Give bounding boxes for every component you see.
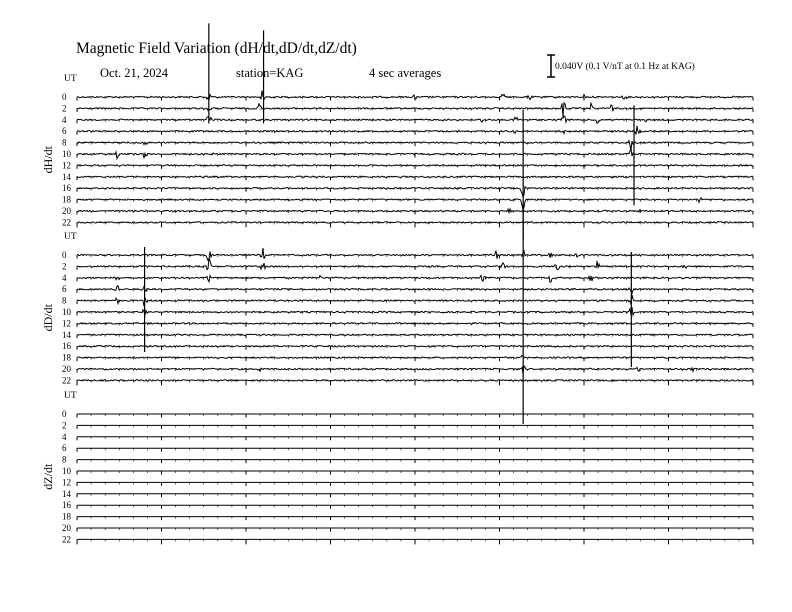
- hour-label: 6: [62, 443, 67, 454]
- panel-ylabel: dZ/dt: [41, 463, 55, 490]
- hour-label: 22: [62, 217, 71, 228]
- hour-label: 20: [62, 364, 71, 374]
- hour-label: 10: [62, 149, 71, 159]
- station-label: station=KAG: [236, 66, 304, 80]
- panel-ylabel: dH/dt: [41, 146, 55, 174]
- hour-label: 12: [62, 477, 71, 488]
- panel-dZ-dt: [41, 391, 753, 544]
- date-label: Oct. 21, 2024: [100, 66, 169, 80]
- hour-label: 2: [62, 420, 67, 431]
- trace-panels: [41, 74, 753, 544]
- hour-label: 8: [62, 454, 67, 465]
- ut-label: UT: [64, 232, 77, 242]
- hour-label: 0: [62, 409, 67, 419]
- hour-label: 4: [62, 114, 67, 125]
- hour-label: 22: [62, 375, 71, 386]
- hour-label: 4: [62, 431, 67, 442]
- hour-label: 14: [62, 329, 71, 340]
- panel-dD-dt: [41, 232, 753, 385]
- averaging-label: 4 sec averages: [369, 66, 442, 80]
- hour-label: 18: [62, 352, 71, 363]
- panel-dH-dt: [41, 74, 753, 227]
- hour-label: 8: [62, 137, 67, 148]
- hour-label: 18: [62, 511, 71, 522]
- hour-label: 2: [62, 103, 67, 114]
- hour-label: 20: [62, 206, 71, 216]
- hour-label: 8: [62, 295, 67, 306]
- chart-title: Magnetic Field Variation (dH/dt,dD/dt,dZ/dt): [76, 40, 357, 57]
- hour-label: 22: [62, 534, 71, 545]
- hour-label: 6: [62, 126, 67, 137]
- scale-bar: [547, 55, 555, 77]
- scale-label: 0.040V (0.1 V/nT at 0.1 Hz at KAG): [555, 62, 695, 72]
- hour-label: 2: [62, 261, 67, 272]
- hour-label: 10: [62, 307, 71, 317]
- hour-label: 14: [62, 488, 71, 499]
- hour-label: 4: [62, 272, 67, 283]
- hour-label: 16: [62, 341, 71, 352]
- hour-label: 16: [62, 500, 71, 511]
- hour-label: 18: [62, 194, 71, 205]
- trace-line: [77, 295, 753, 306]
- hour-label: 12: [62, 160, 71, 171]
- trace-line: [77, 198, 753, 210]
- hour-label: 0: [62, 250, 67, 260]
- hour-label: 0: [62, 92, 67, 102]
- hour-label: 10: [62, 466, 71, 476]
- panel-ylabel: dD/dt: [41, 304, 55, 332]
- hour-label: 20: [62, 523, 71, 533]
- hour-label: 16: [62, 183, 71, 194]
- ut-label: UT: [64, 74, 77, 84]
- hour-label: 6: [62, 284, 67, 295]
- trace-line: [77, 248, 753, 260]
- hour-label: 14: [62, 171, 71, 182]
- hour-label: 12: [62, 318, 71, 329]
- ut-label: UT: [64, 391, 77, 401]
